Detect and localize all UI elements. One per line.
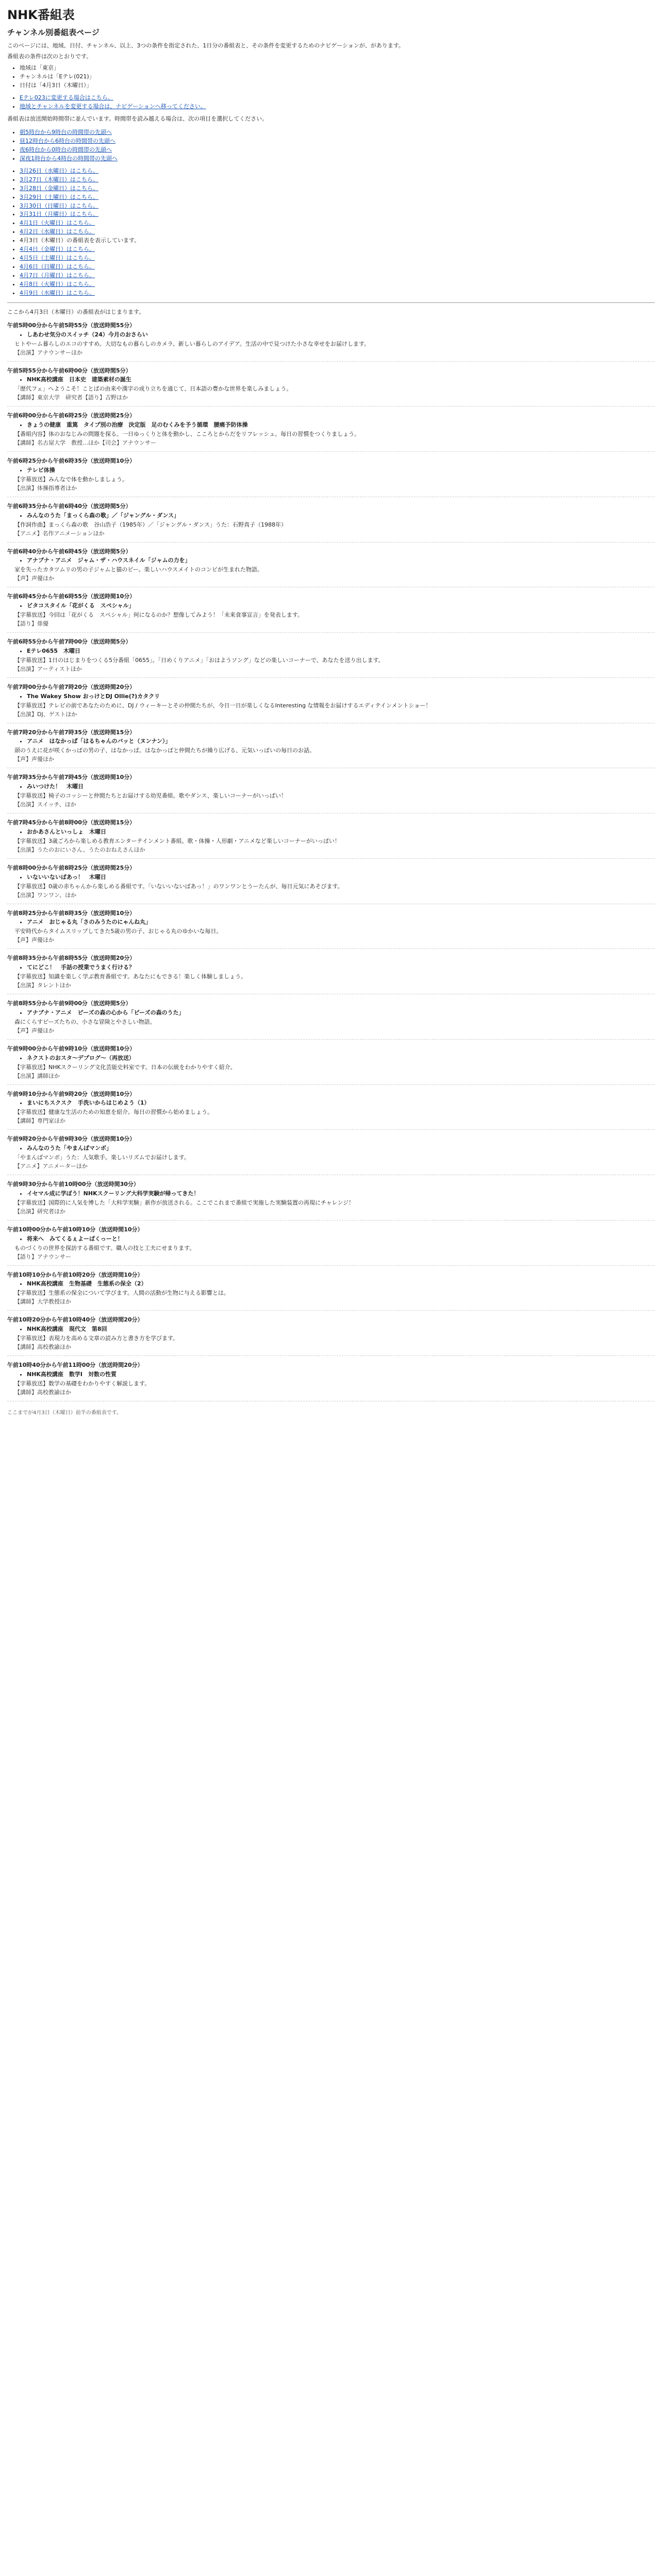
program-entry bbox=[7, 773, 655, 809]
change-links bbox=[7, 94, 655, 111]
program-body bbox=[7, 1325, 655, 1351]
program-body bbox=[7, 783, 655, 809]
program-time: 午前9時10分から午前9時20分（放送時間10分） bbox=[7, 1090, 136, 1097]
time-link-latenight[interactable]: 深夜1時台から4時台の時間帯の先頭へ bbox=[20, 155, 118, 162]
program-title: • アナブナ・アニメ ジャム・ザ・ハウスネイル「ジャムの力を」 bbox=[27, 556, 655, 565]
date-current: 4月3日（木曜日）の番組表を表示しています。 bbox=[20, 237, 140, 244]
program-body bbox=[7, 1099, 655, 1125]
program-description: 【字幕放送】知識を楽しく学ぶ教育番組です。あなたにもできる！楽しく体験しましょう。 bbox=[14, 973, 247, 980]
program-time: 午前6時45分から午前6時55分（放送時間10分） bbox=[7, 593, 136, 600]
program-cast: 【出演】DJ、ゲストほか bbox=[14, 710, 77, 718]
program-details bbox=[14, 963, 655, 972]
program-title: • みいつけた！ 木曜日 bbox=[27, 783, 655, 791]
program-entry bbox=[7, 321, 655, 357]
program-cast: 【出演】うたのおにいさん、うたのおねえさんほか bbox=[14, 846, 145, 853]
program-description: 【字幕放送】国際的に人気を博した「大科学実験」新作が放送される。ここでこれまで番組で実施した実験装置の再現にチャレンジ！ bbox=[14, 1199, 355, 1206]
program-time: 午前7時00分から午前7時20分（放送時間20分） bbox=[7, 683, 136, 690]
program-cast: 【出演】講師ほか bbox=[14, 1072, 60, 1079]
program-time: 午前5時00分から午前5時55分（放送時間55分） bbox=[7, 321, 136, 329]
program-divider bbox=[7, 1310, 655, 1311]
program-details bbox=[14, 828, 655, 836]
time-links bbox=[7, 128, 655, 163]
program-description: 平安時代からタイムスリップしてきた5歳の男の子、おじゃる丸のゆかいな毎日。 bbox=[14, 928, 222, 935]
program-time: 午前5時55分から午前6時00分（放送時間5分） bbox=[7, 367, 131, 374]
program-details bbox=[14, 918, 655, 926]
navigation-link[interactable]: 地域とチャンネルを変更する場合は、ナビゲーションへ移ってください。 bbox=[20, 103, 206, 110]
program-details bbox=[14, 376, 655, 384]
program-body bbox=[7, 828, 655, 854]
program-cast: 【講師】高校教諭ほか bbox=[14, 1344, 71, 1351]
program-entry bbox=[7, 367, 655, 402]
program-body bbox=[7, 692, 655, 719]
program-cast: 【講師】東京大学 研究者【語り】吉野ほか bbox=[14, 394, 128, 401]
program-title: • The Wakey Show おっけとDJ Ollie(?)カタクリ bbox=[27, 692, 655, 701]
program-description: 【字幕放送】1日のはじまりをつくる5分番組「0655」。「日めくりアニメ」「おはようソング」などの楽しいコーナーで、あなたを送り出します。 bbox=[14, 656, 384, 664]
date-link-item bbox=[20, 228, 655, 236]
program-body bbox=[7, 376, 655, 402]
program-description: 【字幕放送】健康な生活のための知恵を紹介。毎日の習慣から始めましょう。 bbox=[14, 1109, 213, 1116]
date-link[interactable]: 4月8日（火曜日）はこちら。 bbox=[20, 280, 95, 287]
program-description: 【字幕放送】生態系の保全について学びます。人間の活動が生物に与える影響とは。 bbox=[14, 1290, 229, 1297]
date-link-item bbox=[20, 210, 655, 218]
program-divider bbox=[7, 677, 655, 678]
program-description: ものづくりの世界を探訪する番組です。職人の技と工夫にせまります。 bbox=[14, 1244, 195, 1251]
program-time: 午前10時40分から午前11時00分（放送時間20分） bbox=[7, 1362, 143, 1369]
program-cast: 【講師】高校教諭ほか bbox=[14, 1388, 71, 1396]
date-link-item bbox=[20, 193, 655, 201]
program-cast: 【出演】アーティストほか bbox=[14, 665, 82, 672]
program-entry bbox=[7, 1135, 655, 1171]
program-time: 午前7時35分から午前7時45分（放送時間10分） bbox=[7, 774, 136, 781]
time-note: 番組表は放送開始時間帯に並んでいます。時間帯を読み越える場合は、次の項目を選択してください。 bbox=[7, 115, 268, 123]
program-entry bbox=[7, 728, 655, 764]
program-divider bbox=[7, 451, 655, 452]
program-entry bbox=[7, 1045, 655, 1080]
date-link-item bbox=[20, 219, 655, 227]
program-details bbox=[14, 783, 655, 791]
program-body bbox=[7, 1009, 655, 1035]
program-description: 【字幕放送】表現力を高める文章の読み方と書き方を学びます。 bbox=[14, 1335, 179, 1342]
conditions-list bbox=[7, 64, 655, 90]
program-divider bbox=[7, 948, 655, 949]
intro-text: このページには、地域、日付、チャンネル、以上、3つの条件を指定された、1日分の番組表と、その条件を変更するためのナビゲーションが、があります。 bbox=[7, 42, 404, 49]
program-title: • イセマル成に学ぼう！NHKスクーリング大科学実験が帰ってきた！ bbox=[27, 1190, 655, 1198]
program-cast: 【講師】専門家ほか bbox=[14, 1117, 65, 1125]
time-link-day[interactable]: 昼12時台から6時台の時間帯の先頭へ bbox=[20, 137, 115, 144]
program-title: • NHK高校講座 生物基礎 生態系の保全（2） bbox=[27, 1280, 655, 1288]
program-details bbox=[14, 602, 655, 610]
program-title: • アニメ おじゃる丸「さのみうたのにゃんね丸」 bbox=[27, 918, 655, 926]
program-divider bbox=[7, 361, 655, 362]
program-entry bbox=[7, 592, 655, 628]
program-details bbox=[14, 647, 655, 655]
program-entry bbox=[7, 954, 655, 990]
program-details bbox=[14, 466, 655, 474]
time-link-morning[interactable]: 朝5時台から9時台の時間帯の先頭へ bbox=[20, 129, 112, 136]
date-link-item bbox=[20, 236, 655, 245]
program-title: • みんなのうた「やまんばマンボ」 bbox=[27, 1144, 655, 1153]
program-divider bbox=[7, 813, 655, 814]
program-details bbox=[14, 692, 655, 701]
program-body bbox=[7, 331, 655, 357]
program-details bbox=[14, 1280, 655, 1288]
program-time: 午前6時35分から午前6時40分（放送時間5分） bbox=[7, 502, 131, 510]
program-body bbox=[7, 963, 655, 990]
program-details bbox=[14, 737, 655, 745]
program-time: 午前6時25分から午前6時35分（放送時間10分） bbox=[7, 457, 136, 465]
program-cast: 【声】声優ほか bbox=[14, 756, 54, 763]
program-title: • NHK高校講座 数学Ⅰ 対数の性質 bbox=[27, 1370, 655, 1379]
date-link[interactable]: 3月30日（日曜日）はこちら。 bbox=[20, 202, 98, 209]
program-divider bbox=[7, 1129, 655, 1130]
program-entry bbox=[7, 1361, 655, 1397]
date-link-item bbox=[20, 272, 655, 280]
program-body bbox=[7, 1235, 655, 1261]
date-link-item bbox=[20, 184, 655, 193]
date-link-item bbox=[20, 280, 655, 289]
program-entry bbox=[7, 548, 655, 583]
date-link[interactable]: 3月26日（水曜日）はこちら。 bbox=[20, 167, 98, 174]
program-title: • アナブナ・アニメ ピーズの森の心から「ピーズの森のうた」 bbox=[27, 1009, 655, 1017]
program-cast: 【声】声優ほか bbox=[14, 937, 54, 944]
program-title: • アニメ はなかっぱ「はるちゃんのバッと（ヌンナン）」 bbox=[27, 737, 655, 745]
date-link-item bbox=[20, 289, 655, 297]
program-time: 午前9時20分から午前9時30分（放送時間10分） bbox=[7, 1136, 136, 1143]
program-entry bbox=[7, 457, 655, 493]
program-details bbox=[14, 1009, 655, 1017]
date-link[interactable]: 3月27日（木曜日）はこちら。 bbox=[20, 176, 98, 183]
program-cast: 【語り】アナウンサー bbox=[14, 1253, 71, 1260]
program-time: 午前8時25分から午前8時35分（放送時間10分） bbox=[7, 909, 136, 917]
program-description: 【作詞作曲】まっくら森の歌 谷山浩子（1985年）／「ジャングル・ダンス」うた：石野真子（1988年） bbox=[14, 521, 287, 528]
condition-item: • 地域は「東京」 bbox=[20, 64, 655, 72]
program-time: 午前7時20分から午前7時35分（放送時間15分） bbox=[7, 728, 136, 736]
date-link[interactable]: 4月7日（月曜日）はこちら。 bbox=[20, 272, 95, 279]
program-details bbox=[14, 1325, 655, 1333]
program-entry bbox=[7, 819, 655, 854]
program-divider bbox=[7, 542, 655, 543]
program-entry bbox=[7, 502, 655, 538]
program-body bbox=[7, 873, 655, 900]
conditions-note: 番組表の条件は次のとおりです。 bbox=[7, 53, 92, 60]
program-description: 【字幕放送】今回は「花がくる スペシャル」何になるのか？想像してみよう！「未来食事宣言」を発表します。 bbox=[14, 612, 303, 619]
program-cast: 【出演】アナウンサーほか bbox=[14, 349, 82, 356]
program-details bbox=[14, 556, 655, 565]
time-link-item bbox=[20, 155, 655, 163]
program-description: 【字幕放送】数学の基礎をわかりやすく解説します。 bbox=[14, 1380, 151, 1387]
program-title: • おかあさんといっしょ 木曜日 bbox=[27, 828, 655, 836]
program-details bbox=[14, 1144, 655, 1153]
date-link-item bbox=[20, 202, 655, 210]
program-description: 【字幕放送】みんなで体を動かしましょう。 bbox=[14, 476, 128, 483]
program-entry bbox=[7, 683, 655, 719]
date-link[interactable]: 4月6日（日曜日）はこちら。 bbox=[20, 263, 95, 270]
program-time: 午前8時00分から午前8時25分（放送時間25分） bbox=[7, 864, 136, 871]
program-description: 【字幕放送】0歳の赤ちゃんから楽しめる番組です。「いないいないばあっ！」のワンワンとうーたんが、毎日元気にあそびます。 bbox=[14, 883, 343, 890]
program-body bbox=[7, 1144, 655, 1171]
program-description: 【番組内容】体のおなじみの問題を探る。一日ゆっくりと体を動かし、こころとからだをリフレッシュ。毎日の習慣をつくりましょう。 bbox=[14, 431, 360, 438]
program-body bbox=[7, 466, 655, 493]
program-cast: 【出演】研究者ほか bbox=[14, 1208, 65, 1215]
program-entry bbox=[7, 864, 655, 900]
program-time: 午前8時55分から午前9時00分（放送時間5分） bbox=[7, 1000, 131, 1007]
program-cast: 【出演】体操指導者ほか bbox=[14, 484, 77, 492]
date-link[interactable]: 4月5日（土曜日）はこちら。 bbox=[20, 255, 95, 262]
program-body bbox=[7, 1280, 655, 1306]
program-title: • いないいないばあっ！ 木曜日 bbox=[27, 873, 655, 882]
program-body bbox=[7, 1370, 655, 1397]
program-details bbox=[14, 873, 655, 882]
program-divider bbox=[7, 1355, 655, 1356]
program-cast: 【声】声優ほか bbox=[14, 1027, 54, 1034]
program-title: • NHK高校講座 現代文 第8回 bbox=[27, 1325, 655, 1333]
program-time: 午前9時00分から午前9時10分（放送時間10分） bbox=[7, 1045, 136, 1052]
program-body bbox=[7, 1190, 655, 1216]
program-divider bbox=[7, 1265, 655, 1266]
time-link-evening[interactable]: 夜6時台から0時台の時間帯の先頭へ bbox=[20, 146, 112, 153]
program-details bbox=[14, 421, 655, 429]
date-link-item bbox=[20, 263, 655, 271]
program-entry bbox=[7, 412, 655, 447]
program-entry bbox=[7, 1316, 655, 1351]
program-title: • ネクストのおスタ～デプログ～（再放送） bbox=[27, 1054, 655, 1062]
program-entry bbox=[7, 999, 655, 1035]
program-description: 【字幕放送】3歳ごろから楽しめる教育エンターテインメント番組。歌・体操・人形劇・アニメなど楽しいコーナーがいっぱい！ bbox=[14, 837, 340, 844]
time-link-item bbox=[20, 137, 655, 145]
condition-item: • チャンネルは「Eテレ(021)」 bbox=[20, 73, 655, 81]
program-description: 【字幕放送】NHKスクーリング文化芸能史料室です。日本の伝統をわかりやすく紹介。 bbox=[14, 1063, 236, 1071]
program-cast: 【講師】名古屋大学 教授…ほか【司会】アナウンサー bbox=[14, 439, 156, 447]
program-time: 午前10時10分から午前10時20分（放送時間10分） bbox=[7, 1271, 143, 1278]
program-description: 【字幕放送】テレビの前であなたのために、DJ / ウィーキーとその仲間たちが、今日一日が楽しくなるInteresting な情報をお届けするエディテインメントショー！ bbox=[14, 702, 432, 709]
program-entry bbox=[7, 1226, 655, 1261]
program-title: • Eテレ0655 木曜日 bbox=[27, 647, 655, 655]
date-link-item bbox=[20, 167, 655, 175]
date-link-item bbox=[20, 176, 655, 184]
program-description: ヒトやーム暮らしのエコのすすめ。大切なもの暮らしのカメラ、新しい暮らしのアイデア。生活の中で見つけた小さな幸せをお届けします。 bbox=[14, 340, 370, 347]
program-cast: 【講師】大学教授ほか bbox=[14, 1298, 71, 1306]
program-entry bbox=[7, 1271, 655, 1307]
page-subtitle: チャンネル別番組表ページ bbox=[7, 27, 100, 37]
page-title: NHK番組表 bbox=[7, 8, 75, 22]
program-entry bbox=[7, 909, 655, 945]
program-divider bbox=[7, 1039, 655, 1040]
program-time: 午前10時20分から午前10時40分（放送時間20分） bbox=[7, 1316, 143, 1324]
schedule-heading: ここから4月3日（木曜日）の番組表がはじまります。 bbox=[7, 308, 145, 315]
program-title: • ビタコスタイル「花がくる スペシャル」 bbox=[27, 602, 655, 610]
date-link[interactable]: 4月4日（金曜日）はこちら。 bbox=[20, 246, 95, 253]
program-title: • NHK高校講座 日本史 建築素材の誕生 bbox=[27, 376, 655, 384]
program-description: 「歴代フェ」へようこそ！ことばの由来や漢字の成り立ちを通じて、日本語の豊かな世界を楽しみましょう。 bbox=[14, 385, 292, 393]
program-entry bbox=[7, 638, 655, 673]
program-title: • まいにちスクスク 手洗いからはじめよう（1） bbox=[27, 1099, 655, 1107]
program-time: 午前7時45分から午前8時00分（放送時間15分） bbox=[7, 819, 136, 826]
program-details bbox=[14, 512, 655, 520]
program-body bbox=[7, 918, 655, 944]
date-link-item bbox=[20, 254, 655, 262]
program-body bbox=[7, 1054, 655, 1080]
program-body bbox=[7, 647, 655, 673]
program-cast: 【アニメ】アニメーターほか bbox=[14, 1163, 88, 1170]
program-description: 頭のうえに花が咲くかっぱの男の子、はなかっぱ。はなかっぱと仲間たちが繰り広げる、元気いっぱいの毎日のお話。 bbox=[14, 747, 315, 754]
program-description: 家を失ったカタツムリの男の子ジャムと猫のピー。楽しいハウスメイトのコンビが生まれた物語。 bbox=[14, 566, 263, 573]
condition-item: • 日付は「4月3日（木曜日）」 bbox=[20, 81, 655, 90]
program-body bbox=[7, 512, 655, 538]
change-link-item bbox=[20, 103, 655, 111]
program-cast: 【出演】タレントほか bbox=[14, 982, 71, 989]
time-link-item bbox=[20, 146, 655, 154]
date-link-item bbox=[20, 245, 655, 253]
program-divider bbox=[7, 858, 655, 859]
program-cast: 【出演】ワンワン、ほか bbox=[14, 891, 77, 899]
program-details bbox=[14, 1235, 655, 1243]
program-body bbox=[7, 556, 655, 583]
program-body bbox=[7, 737, 655, 764]
date-links bbox=[7, 167, 655, 297]
program-title: • てにどこ！ 手話の授業でうまく行ける？ bbox=[27, 963, 655, 972]
divider bbox=[7, 302, 655, 303]
date-link[interactable]: 4月1日（火曜日）はこちら。 bbox=[20, 219, 95, 227]
program-time: 午前9時30分から午前10時00分（放送時間30分） bbox=[7, 1181, 139, 1188]
date-link[interactable]: 4月9日（水曜日）はこちら。 bbox=[20, 289, 95, 296]
end-note: ここまでが4月3日（木曜日）前半の番組表です。 bbox=[7, 1410, 122, 1416]
program-details bbox=[14, 1099, 655, 1107]
program-description: 「やまんばマンボ」うた：人気歌手。楽しいリズムでお届けします。 bbox=[14, 1154, 190, 1161]
program-entry bbox=[7, 1090, 655, 1126]
date-link[interactable]: 3月29日（土曜日）はこちら。 bbox=[20, 193, 98, 200]
program-title: • しあわせ気分のスイッチ（24）今月のおさらい bbox=[27, 331, 655, 339]
program-divider bbox=[7, 632, 655, 633]
program-time: 午前10時00分から午前10時10分（放送時間10分） bbox=[7, 1226, 143, 1233]
program-cast: 【語り】俳優 bbox=[14, 620, 48, 628]
program-cast: 【アニメ】名作アニメーションほか bbox=[14, 530, 105, 537]
program-time: 午前6時55分から午前7時00分（放送時間5分） bbox=[7, 638, 131, 646]
program-title: • きょうの健康 重篤 タイプ別の治療 決定版 足のむくみを予う循環 腰痛予防体操 bbox=[27, 421, 655, 429]
program-body bbox=[7, 602, 655, 628]
program-description: 森にくらすピーズたちの、小さな冒険とやさしい物語。 bbox=[14, 1018, 156, 1025]
program-description: 【字幕放送】椅子のコッシーと仲間たちとお届けする幼児番組。歌やダンス、楽しいコーナーがいっぱい！ bbox=[14, 792, 287, 800]
date-link[interactable]: 4月2日（水曜日）はこちら。 bbox=[20, 228, 95, 235]
program-title: • みんなのうた「まっくら森の歌」／「ジャングル・ダンス」 bbox=[27, 512, 655, 520]
program-title: • テレビ体操 bbox=[27, 466, 655, 474]
program-time: 午前6時40分から午前6時45分（放送時間5分） bbox=[7, 548, 131, 555]
program-time: 午前8時35分から午前8時55分（放送時間20分） bbox=[7, 955, 136, 962]
time-link-item bbox=[20, 128, 655, 137]
change-link-item bbox=[20, 94, 655, 102]
program-entry bbox=[7, 1180, 655, 1216]
program-title: • 将来へ みてくるぇよーばくっーと！ bbox=[27, 1235, 655, 1243]
program-divider bbox=[7, 1220, 655, 1221]
program-body bbox=[7, 421, 655, 447]
program-details bbox=[14, 1370, 655, 1379]
change-channel-link[interactable]: Eテレ023に変更する場合はこちら。 bbox=[20, 94, 113, 101]
date-link[interactable]: 3月31日（月曜日）はこちら。 bbox=[20, 211, 98, 218]
program-cast: 【声】声優ほか bbox=[14, 575, 54, 582]
program-divider bbox=[7, 1084, 655, 1085]
program-details bbox=[14, 331, 655, 339]
program-details bbox=[14, 1190, 655, 1198]
date-link[interactable]: 3月28日（金曜日）はこちら。 bbox=[20, 184, 98, 192]
program-cast: 【出演】スイッチ、ほか bbox=[14, 801, 76, 808]
program-list bbox=[7, 321, 655, 1401]
program-details bbox=[14, 1054, 655, 1062]
program-time: 午前6時00分から午前6時25分（放送時間25分） bbox=[7, 412, 136, 419]
